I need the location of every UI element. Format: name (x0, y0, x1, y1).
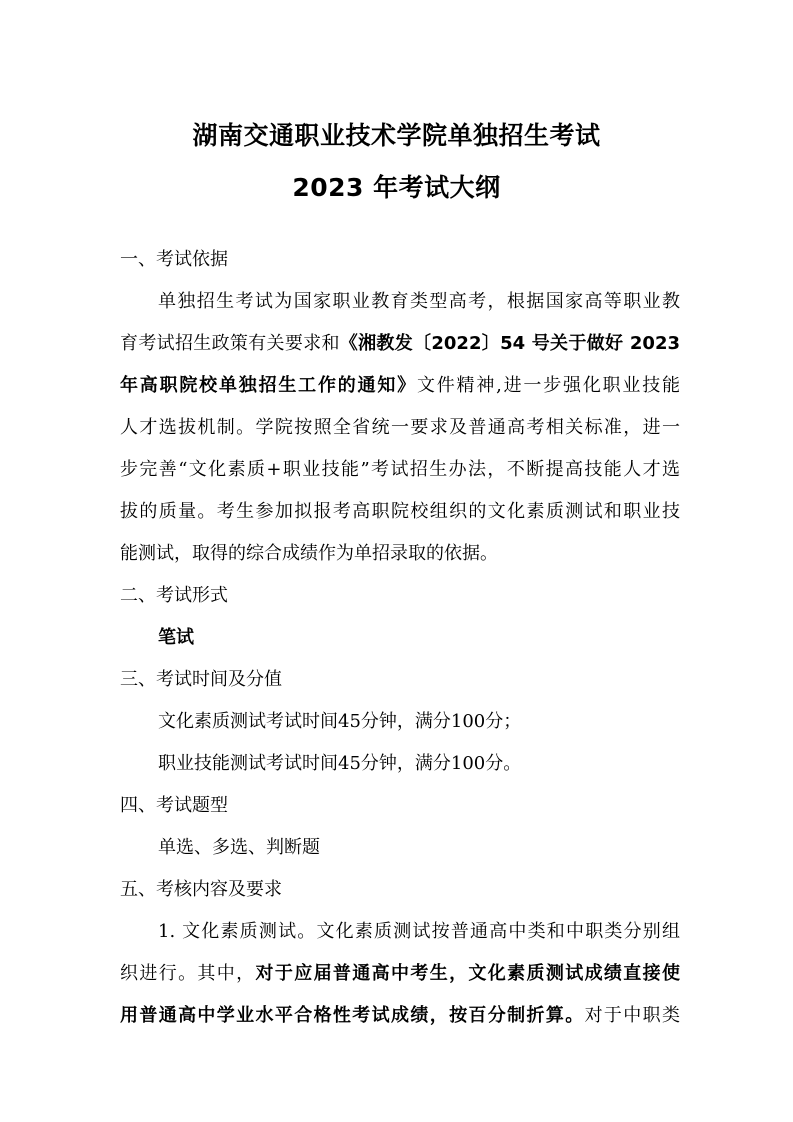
section-heading-format: 二、考试形式 (120, 585, 228, 606)
culture-test-time: 文化素质测试考试时间45分钟，满分100分； (158, 711, 522, 732)
paragraph-line: 能测试，取得的综合成绩作为单招录取的依据。 (120, 543, 498, 564)
section-heading-question-types: 四、考试题型 (120, 795, 228, 816)
paragraph-line (120, 374, 680, 398)
bold-emphasis: 用普通高中学业水平合格性考试成绩，按百分制折算。 (120, 1005, 585, 1026)
paragraph-line: 步完善“文化素质+职业技能”考试招生办法，不断提高技能人才选 (120, 459, 680, 480)
document-title: 湖南交通职业技术学院单独招生考试 (192, 121, 601, 150)
paragraph-line (120, 962, 680, 986)
paragraph-text: 文件精神,进一步强化职业技能 (416, 375, 680, 396)
paragraph-line: 1. 文化素质测试。文化素质测试按普通高中类和中职类分别组 (158, 921, 680, 942)
skill-test-time: 职业技能测试考试时间45分钟，满分100分。 (158, 753, 522, 774)
notice-reference: 年高职院校单独招生工作的通知》 (120, 375, 417, 396)
paragraph-line: 拔的质量。考生参加拟报考高职院校组织的文化素质测试和职业技 (120, 501, 680, 522)
paragraph-text: 对于中职类 (584, 1005, 681, 1026)
paragraph-line: 单独招生考试为国家职业教育类型高考，根据国家高等职业教 (158, 291, 680, 312)
notice-reference: 《湘教发〔2022〕54 号关于做好 2023 (339, 333, 680, 354)
paragraph-line (120, 1004, 680, 1028)
question-types-value: 单选、多选、判断题 (158, 837, 320, 858)
section-heading-time: 三、考试时间及分值 (120, 669, 282, 690)
paragraph-text: 育考试招生政策有关要求和 (120, 333, 340, 354)
document-subtitle: 2023 年考试大纲 (292, 173, 501, 202)
section-heading-content: 五、考核内容及要求 (120, 879, 282, 900)
bold-emphasis: 对于应届普通高中考生，文化素质测试成绩直接使 (255, 963, 680, 984)
section-heading-basis: 一、考试依据 (120, 249, 228, 270)
paragraph-line (120, 332, 680, 356)
exam-format-value: 笔试 (158, 627, 194, 648)
paragraph-line: 人才选拔机制。学院按照全省统一要求及普通高考相关标准，进一 (120, 417, 680, 438)
paragraph-text: 织进行。其中， (120, 963, 256, 984)
